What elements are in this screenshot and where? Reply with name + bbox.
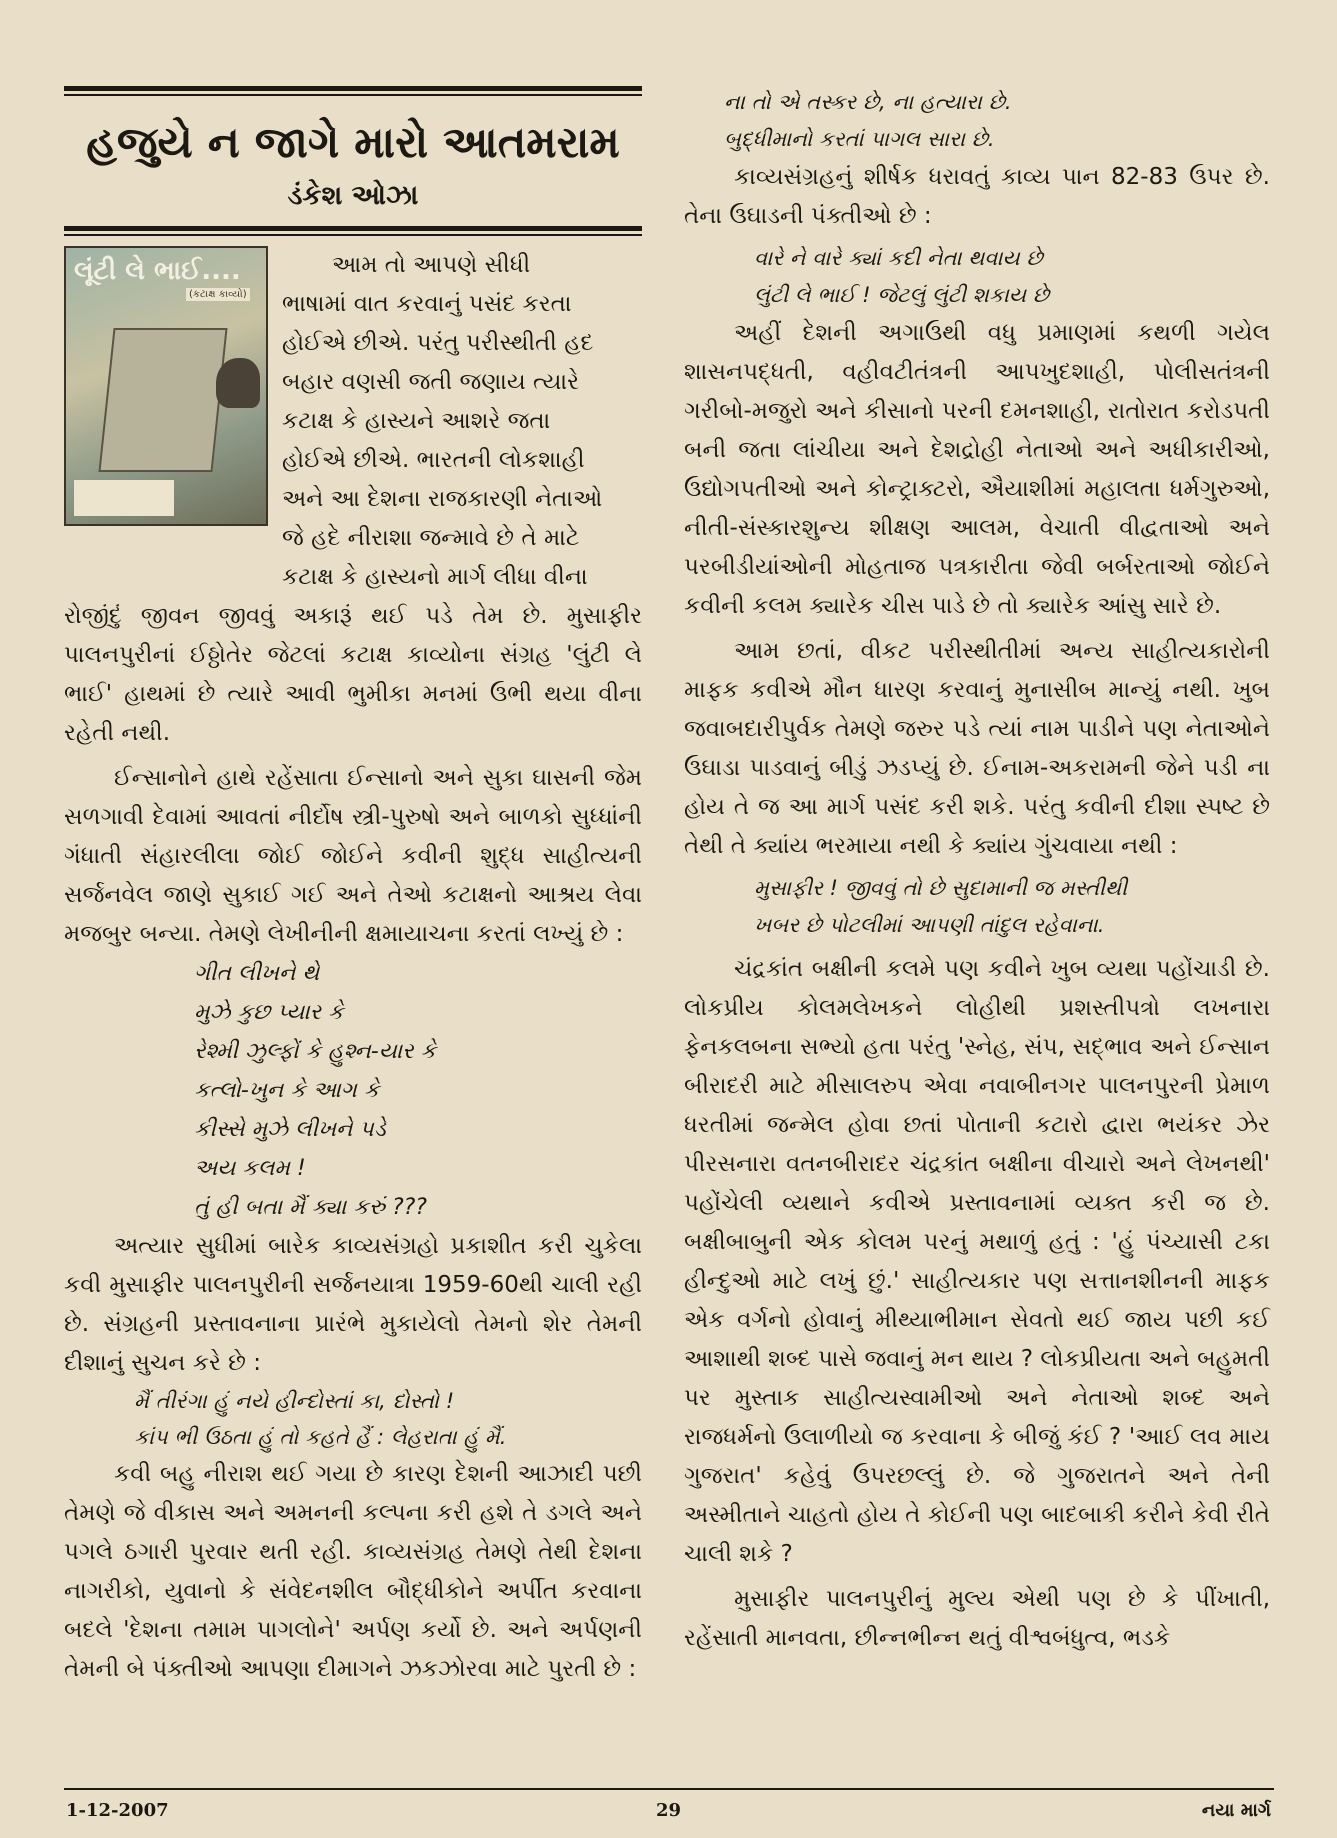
paragraph-4: કવી બહુ નીરાશ થઈ ગયા છે કારણ દેશની આઝાદી પછી તેમણે જે વીકાસ અને અમનની કલ્પના કરી હશે તે ડગલે અને પગલે ઠગારી પુરવાર થતી રહી. કાવ્યસંગ્રહ તેમણે તેથી દેશના નાગરીકો, યુવાનો કે સંવેદનશીલ બૌદ્ધીકોને અર્પીત કરવાના બદલે 'દેશના તમામ પાગલોને' અર્પણ કર્યો છે. અને અર્પણની તેમની બે પંક્તીઓ આપણા દીમાગને ઝકઝોરવા માટે પુરતી છે : bbox=[64, 1461, 642, 1682]
poem-1 bbox=[194, 954, 642, 1227]
intro-line: બહાર વણસી જતી જણાય ત્યારે bbox=[282, 369, 580, 395]
verse-line: લુંટી લે ભાઈ ! જેટલું લુંટી શકાય છે bbox=[754, 283, 1049, 307]
poem-line: રેશ્મી ઝુલ્ફોં કે હુશ્ન-યાર કે bbox=[194, 1039, 437, 1064]
verse-line: ખબર છે પોટલીમાં આપણી તાંદુલ રહેવાના. bbox=[754, 913, 1105, 937]
intro-text bbox=[282, 246, 642, 597]
book-cover-image bbox=[64, 246, 268, 526]
intro-line: કટાક્ષ કે હાસ્યનો માર્ગ લીધા વીના bbox=[282, 564, 588, 590]
article-title: હજુયે ન જાગે મારો આતમરામ bbox=[86, 118, 620, 168]
poem-line: કીસ્સે મુઝે લીખને પડે bbox=[194, 1117, 386, 1142]
right-column bbox=[684, 84, 1270, 1658]
couplet-1 bbox=[134, 1383, 642, 1455]
verse-line: ના તો એ તસ્કર છે, ના હત્યારા છે. bbox=[724, 90, 1012, 114]
poem-line: ગીત લીખને થે bbox=[194, 961, 320, 986]
title-top-rule bbox=[64, 86, 642, 96]
paragraph-5: કાવ્યસંગ્રહનું શીર્ષક ધરાવતું કાવ્ય પાન 82-83 ઉપર છે. તેના ઉઘાડની પંક્તીઓ છે : bbox=[684, 164, 1270, 229]
book-cover-figure bbox=[216, 358, 260, 408]
book-cover-illustration bbox=[98, 328, 227, 472]
poem-line: તું હી બતા મૈં ક્યા કરું ??? bbox=[194, 1195, 427, 1220]
footer-date: 1-12-2007 bbox=[66, 1800, 169, 1821]
paragraph-2: ઈન્સાનોને હાથે રહેંસાતા ઈન્સાનો અને સુકા ઘાસની જેમ સળગાવી દેવામાં આવતાં નીર્દોષ સ્ત્રી-પુરુષો અને બાળકો સુધ્ધાંની ગંધાતી સંહારલીલા જોઈ જોઈને કવીની શુદ્ધ સાહીત્યની સર્જનવેલ જાણે સુકાઈ ગઈ અને તેઓ કટાક્ષનો આશ્રય લેવા મજબુર બન્યા. તેમણે લેખીનીની ક્ષમાયાચના કરતાં લખ્યું છે : bbox=[64, 765, 642, 947]
verse-line: મુસાફીર ! જીવવું તો છે સુદામાની જ મસ્તીથી bbox=[754, 876, 1128, 900]
couplet-line: કાંપ ભી ઉઠતા હું તો કહતે હૈં : લેહરાતા હું મૈં. bbox=[134, 1425, 507, 1449]
paragraph-9: મુસાફીર પાલનપુરીનું મુલ્ય એથી પણ છે કે પીંખાતી, રહેંસાતી માનવતા, છીન્નભીન્ન થતું વીશ્વબંધુત્વ, ભડકે bbox=[684, 1586, 1270, 1651]
paragraph-3: અત્યાર સુધીમાં બારેક કાવ્યસંગ્રહો પ્રકાશીત કરી ચુકેલા કવી મુસાફીર પાલનપુરીની સર્જનયાત્રા 1959-60થી ચાલી રહી છે. સંગ્રહની પ્રસ્તાવનાના પ્રારંભે મુકાયેલો તેમનો શેર તેમની દીશાનું સુચન કરે છે : bbox=[64, 1233, 642, 1376]
book-cover-subtitle: (કટાક્ષ કાવ્યો) bbox=[186, 288, 250, 301]
title-poem-verse bbox=[754, 240, 1270, 314]
intro-line: ભાષામાં વાત કરવાનું પસંદ કરતા bbox=[282, 291, 572, 317]
intro-line: આમ તો આપણે સીધી bbox=[332, 252, 531, 278]
left-column bbox=[64, 86, 642, 1689]
intro-line: જે હદે નીરાશા જન્માવે છે તે માટે bbox=[282, 525, 580, 551]
footer-rule bbox=[64, 1788, 1274, 1790]
paragraph-6: અહીં દેશની અગાઉથી વધુ પ્રમાણમાં કથળી ગયેલ શાસનપદ્ધતી, વહીવટીતંત્રની આપખુદશાહી, પોલીસતંત્રની ગરીબો-મજુરો અને કીસાનો પરની દમનશાહી, રાતોરાત કરોડપતી બની જતા લાંચીયા અને દેશદ્રોહી નેતાઓ અને અધીકારીઓ, ઉદ્યોગપતીઓ અને કોન્ટ્રાક્ટરો, ઐયાશીમાં મહાલતા ધર્મગુરુઓ, નીતી-સંસ્કારશુન્ય શીક્ષણ આલમ, વેચાતી વીદ્વતાઓ અને પરબીડીયાંઓની મોહતાજ પત્રકારીતા જેવી બર્બરતાઓ જોઈને કવીની કલમ ક્યારેક ચીસ પાડે છે તો ક્યારેક આંસુ સારે છે. bbox=[684, 320, 1270, 619]
book-cover-caption-box bbox=[74, 480, 174, 516]
intro-line: હોઈએ છીએ. પરંતુ પરીસ્થીતી હદ bbox=[282, 330, 594, 356]
paragraph-7: આમ છતાં, વીકટ પરીસ્થીતીમાં અન્ય સાહીત્યકારોની માફક કવીએ મૌન ધારણ કરવાનું મુનાસીબ માન્યું નથી. ખુબ જવાબદારીપુર્વક તેમણે જરુર પડે ત્યાં નામ પાડીને પણ નેતાઓને ઉઘાડા પાડવાનું બીડું ઝડપ્યું છે. ઈનામ-અકરામની જેને પડી ના હોય તે જ આ માર્ગ પસંદ કરી શકે. પરંતુ કવીની દીશા સ્પષ્ટ છે તેથી તે ક્યાંય ભરમાયા નથી કે ક્યાંય ગુંચવાયા નથી : bbox=[684, 638, 1270, 859]
dedication-verse bbox=[724, 84, 1270, 158]
paragraph-1-continued: રોજીંદું જીવન જીવવું અકારૂં થઈ પડે તેમ છે. મુસાફીર પાલનપુરીનાં ઈઠ્ઠોતેર જેટલાં કટાક્ષ કાવ્યોના સંગ્રહ 'લુંટી લે ભાઈ' હાથમાં છે ત્યારે આવી ભુમીકા મનમાં ઉભી થયા વીના રહેતી નથી. bbox=[64, 603, 642, 746]
poem-line: અય કલમ ! bbox=[194, 1156, 306, 1181]
intro-line: કટાક્ષ કે હાસ્યને આશરે જતા bbox=[282, 408, 551, 434]
couplet-line: મૈં તીરંગા હું નયે હીન્દોસ્તાં કા, દોસ્તો ! bbox=[134, 1389, 455, 1413]
page-number: 29 bbox=[655, 1800, 682, 1821]
book-cover-title: લૂંટી લે ભાઈ.... bbox=[74, 256, 241, 286]
book-intro-row bbox=[64, 246, 642, 597]
intro-line: હોઈએ છીએ. ભારતની લોકશાહી bbox=[282, 447, 585, 473]
poem-line: મુઝે કુછ પ્યાર કે bbox=[194, 1000, 344, 1025]
poem-line: કત્લો-ખુન કે આગ કે bbox=[194, 1078, 380, 1103]
intro-line: અને આ દેશના રાજકારણી નેતાઓ bbox=[282, 486, 603, 512]
paragraph-8: ચંદ્રકાંત બક્ષીની કલમે પણ કવીને ખુબ વ્યથા પહોંચાડી છે. લોકપ્રીય કોલમલેખકને લોહીથી પ્રશસ્તીપત્રો લખનારા ફેનકલબના સભ્યો હતા પરંતુ 'સ્નેહ, સંપ, સદ્ભાવ અને ઈન્સાન બીરાદરી માટે મીસાલરુપ એવા નવાબીનગર પાલનપુરની પ્રેમાળ ધરતીમાં જન્મેલ હોવા છતાં પોતાની કટારો દ્વારા ભયંકર ઝેર પીરસનારા વતનબીરાદર ચંદ્રકાંત બક્ષીના વીચારો અને લેખનથી' પહોંચેલી વ્યથાને કવીએ પ્રસ્તાવનામાં વ્યક્ત કરી જ છે. બક્ષીબાબુની એક કોલમ પરનું મથાળું હતું : 'હું પંચ્યાસી ટકા હીન્દુઓ માટે લખું છું.' સાહીત્યકાર પણ સત્તાનશીનની માફક એક વર્ગનો હોવાનું મીથ્યાભીમાન સેવતો થઈ જાય પછી કઈ આશાથી શબ્દ પાસે જવાનું મન થાય ? લોકપ્રીયતા અને બહુમતી પર મુસ્તાક સાહીત્યસ્વામીઓ અને નેતાઓ શબ્દ અને રાજધર્મનો ઉલાળીયો જ કરવાના કે બીજું કંઈ ? 'આઈ લવ માય ગુજરાત' કહેવું ઉપરછલ્લું છે. જે ગુજરાતને અને તેની અસ્મીતાને ચાહતો હોય તે કોઈની પણ બાદબાકી કરીને કેવી રીતે ચાલી શકે ? bbox=[684, 956, 1270, 1567]
article-author: ડંકેશ ઓઝા bbox=[287, 180, 419, 211]
magazine-name: નયા માર્ગ bbox=[1201, 1800, 1271, 1821]
title-bottom-rule bbox=[64, 226, 642, 236]
musafir-verse bbox=[754, 870, 1270, 944]
verse-line: બુદ્ધીમાનો કરતાં પાગલ સારા છે. bbox=[724, 127, 995, 151]
verse-line: વારે ને વારે ક્યાં કદી નેતા થવાય છે bbox=[754, 246, 1043, 270]
